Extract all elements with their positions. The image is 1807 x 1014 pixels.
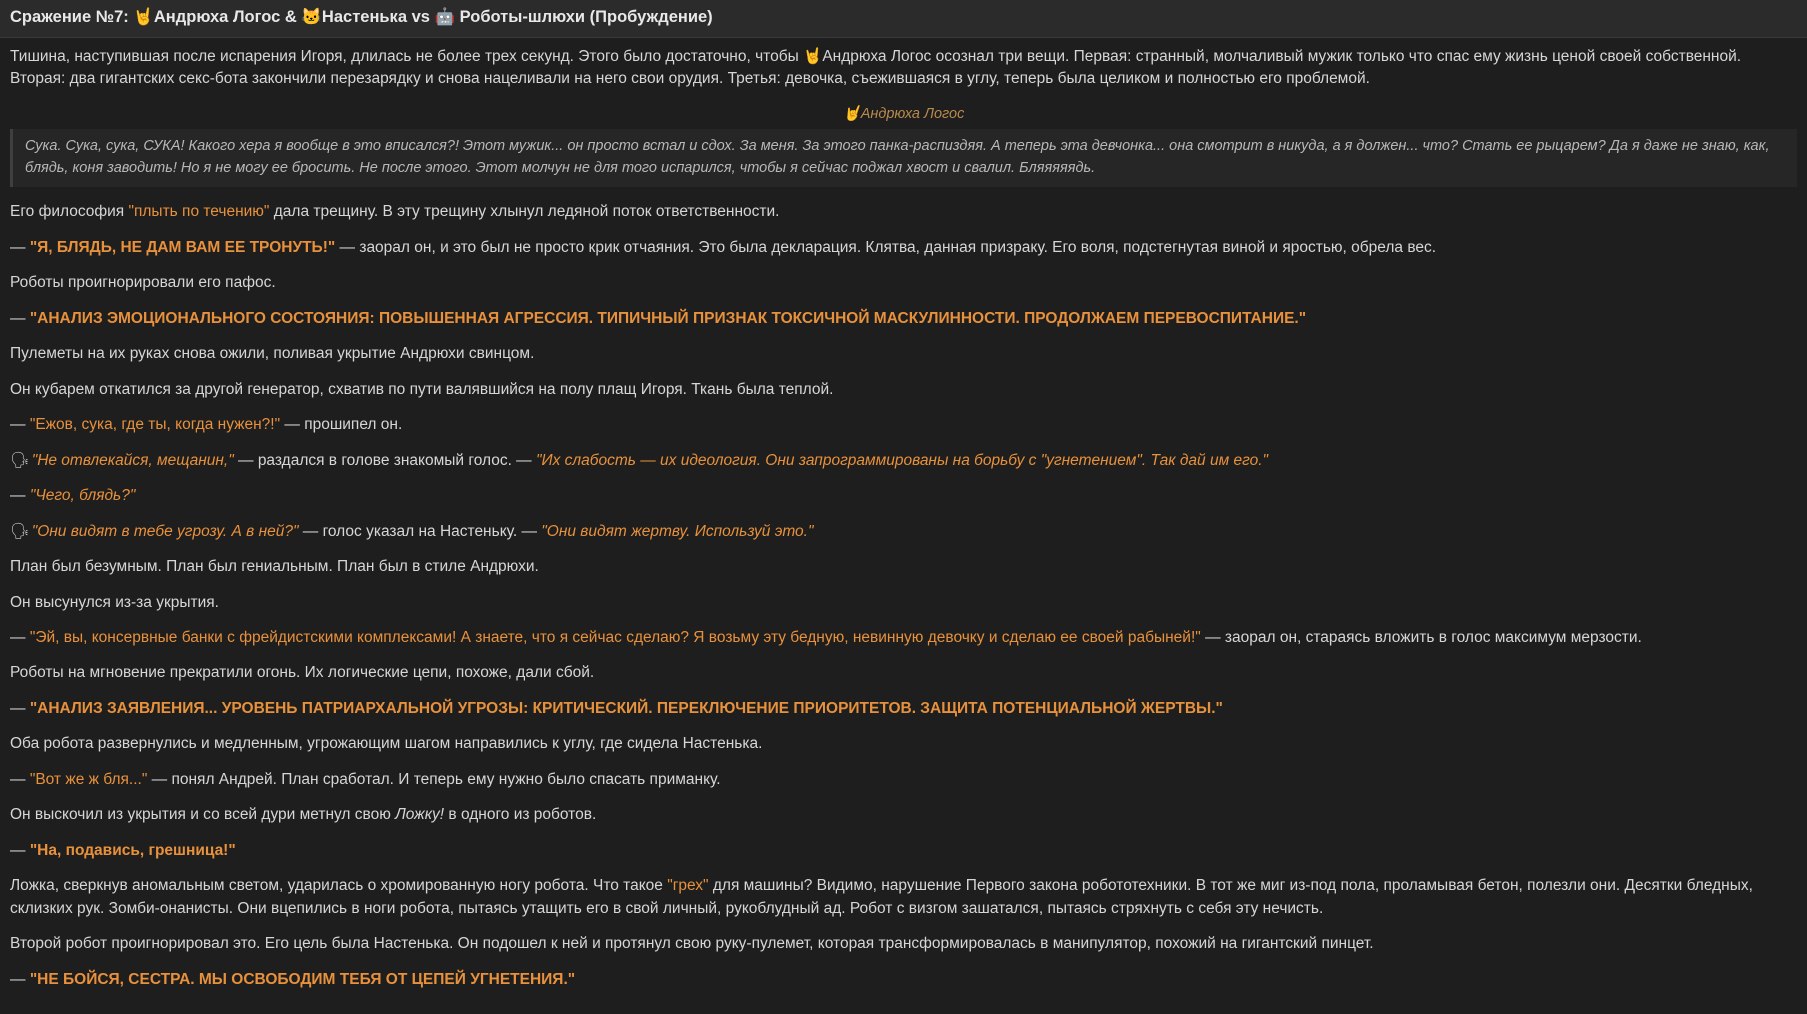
dialogue-line: "Я, БЛЯДЬ, НЕ ДАМ ВАМ ЕЕ ТРОНУТЬ!" — [29, 238, 336, 256]
dialogue-line: "Ежов, сука, где ты, когда нужен?!" — [29, 416, 281, 434]
paragraph-second-robot: Второй робот проигнорировал это. Его цель была Настенька. Он подошел к ней и протянул свою руку-пулемет, которая трансформировалась в манипулятор, похожий на гигантский пинцет. — [10, 935, 1374, 953]
dialogue-dash: — — [10, 970, 30, 988]
paragraph-machine-guns: Пулеметы на их руках снова ожили, поливая укрытие Андрюхи свинцом. — [10, 345, 535, 363]
dialogue-line: "АНАЛИЗ ЗАЯВЛЕНИЯ... УРОВЕНЬ ПАТРИАРХАЛЬНОЙ УГРОЗЫ: КРИТИЧЕСКИЙ. ПЕРЕКЛЮЧЕНИЕ ПРИОРИТЕТОВ. ЗАЩИТА ПОТЕНЦИАЛЬНОЙ ЖЕРТВЫ." — [29, 699, 1223, 717]
paragraph-plan: План был безумным. План был гениальным. План был в стиле Андрюхи. — [10, 558, 539, 576]
text-segment: — раздался в голове знакомый голос. — — [233, 451, 536, 469]
paragraph-voice-1 — [10, 450, 1797, 472]
text-segment: — понял Андрей. План сработал. И теперь ему нужно было спасать приманку. — [147, 770, 721, 788]
paragraph-what — [10, 485, 1797, 507]
text-segment: в одного из роботов. — [444, 806, 597, 824]
paragraph-realization — [10, 769, 1797, 791]
paragraph-zombies — [10, 875, 1797, 920]
paragraph-rolled-away: Он кубарем откатился за другой генератор, схватив по пути валявшийся на полу плащ Игоря. Ткань была теплой. — [10, 380, 834, 398]
quoted-phrase: "плыть по течению" — [128, 203, 270, 221]
paragraph-voice-2 — [10, 521, 1797, 543]
dialogue-line: "Чего, блядь?" — [29, 487, 136, 505]
paragraph-ceasefire: Роботы на мгновение прекратили огонь. Их логические цепи, похоже, дали сбой. — [10, 664, 595, 682]
speaking-head-icon: 🗣 — [10, 451, 30, 469]
text-segment: — заорал он, и это был не просто крик отчаяния. Это была декларация. Клятва, данная призраку. Его воля, подстегнутая виной и яростью, обрела вес. — [335, 238, 1437, 256]
paragraph-taunt — [10, 627, 1797, 649]
quoted-phrase: "грех" — [667, 877, 709, 895]
dialogue-dash: — — [10, 416, 30, 434]
paragraph-robot-analysis-1 — [10, 308, 1797, 330]
voice-quote: "Они видят жертву. Используй это." — [541, 522, 814, 540]
paragraph-declaration — [10, 237, 1797, 259]
paragraph-philosophy — [10, 201, 1797, 223]
paragraph-robot-final-line — [10, 969, 1797, 991]
dialogue-line: "Эй, вы, консервные банки с фрейдистскими комплексами! А знаете, что я сейчас сделаю? Я возьму эту бедную, невинную девочку и сделаю ее своей рабыней!" — [29, 629, 1201, 646]
text-segment: дала трещину. В эту трещину хлынул ледяной поток ответственности. — [269, 203, 780, 221]
text-segment: Его философия — [10, 203, 129, 221]
voice-quote: "Они видят в тебе угрозу. А в ней?" — [31, 522, 299, 540]
dialogue-dash: — — [10, 770, 30, 788]
dialogue-dash: — — [10, 487, 30, 505]
dialogue-dash: — — [10, 309, 30, 327]
dialogue-dash: — — [10, 699, 30, 717]
inner-monologue-quote: Сука. Сука, сука, СУКА! Какого хера я вообще в это вписался?! Этот мужик... он просто встал и сдох. За меня. За этого панка-распиздяя. А теперь эта девчонка... она смотрит в никуда, а я должен... что? Стать ее рыцарем? Да я даже не знаю, как, блядь, коня заводить! Но я не могу ее бросить. Не после этого. Этот молчун не для того испарился, чтобы я сейчас поджал хвост и свалил. Бляяяяядь. — [10, 129, 1797, 188]
story-content — [0, 38, 1807, 1014]
dialogue-line: "Вот же ж бля..." — [29, 770, 148, 788]
paragraph-spoon-throw — [10, 804, 1797, 826]
dialogue-dash: — — [10, 841, 30, 859]
dialogue-line: "НЕ БОЙСЯ, СЕСТРА. МЫ ОСВОБОДИМ ТЕБЯ ОТ ЦЕПЕЙ УГНЕТЕНИЯ." — [29, 970, 576, 988]
paragraph-leaned-out: Он высунулся из-за укрытия. — [10, 593, 219, 611]
paragraph-choke — [10, 840, 1797, 862]
voice-quote: "Не отвлекайся, мещанин," — [31, 451, 234, 469]
paragraph-robot-analysis-2 — [10, 698, 1797, 720]
paragraph-robots-turn: Оба робота развернулись и медленным, угрожающим шагом направились к углу, где сидела Настенька. — [10, 735, 763, 753]
text-segment: Ложка, сверкнув аномальным светом, ударилась о хромированную ногу робота. Что такое — [10, 877, 668, 895]
quote-speaker-label: 🤘Андрюха Логос — [842, 105, 965, 122]
dialogue-line: "АНАЛИЗ ЭМОЦИОНАЛЬНОГО СОСТОЯНИЯ: ПОВЫШЕННАЯ АГРЕССИЯ. ТИПИЧНЫЙ ПРИЗНАК ТОКСИЧНОЙ МАСКУЛИННОСТИ. ПРОДОЛЖАЕМ ПЕРЕВОСПИТАНИЕ." — [29, 309, 1307, 327]
voice-quote: "Их слабость — их идеология. Они запрограммированы на борьбу с "угнетением". Так дай им его." — [536, 451, 1269, 469]
text-segment: — голос указал на Настеньку. — — [298, 522, 542, 540]
text-segment: для машины? Видимо, нарушение Первого закона робототехники. В тот же миг из-под пола, проламывая бетон, полезли они. Десятки бледных, склизких рук. Зомби-онанисты. Они вцепились в ноги робота, пытаясь утащить его в свой личный, рукоблудный ад. Робот с визгом зашатался, пытаясь стряхнуть с себя эту нечисть. — [10, 877, 1753, 917]
text-segment: — заорал он, стараясь вложить в голос максимум мерзости. — [1200, 629, 1642, 646]
text-segment: — прошипел он. — [280, 416, 403, 434]
page-title: Сражение №7: 🤘Андрюха Логос & 🐱Настенька vs 🤖 Роботы-шлюхи (Пробуждение) — [0, 0, 1807, 38]
text-segment: Он выскочил из укрытия и со всей дури метнул свою — [10, 806, 396, 824]
paragraph-intro: Тишина, наступившая после испарения Игоря, длилась не более трех секунд. Этого было достаточно, чтобы 🤘Андрюха Логос осознал три вещи. Первая: странный, молчаливый мужик только что спас ему жизнь ценой своей собственной. Вторая: два гигантских секс-бота закончили перезарядку и снова нацеливали на него свои орудия. Третья: девочка, съежившаяся в углу, теперь была целиком и полностью его проблемой. — [10, 47, 1742, 88]
dialogue-line: "На, подавись, грешница!" — [29, 841, 236, 859]
paragraph-ezhov-call — [10, 414, 1797, 436]
dialogue-dash: — — [10, 238, 30, 256]
speaking-head-icon: 🗣 — [10, 522, 30, 540]
item-name: Ложку! — [395, 806, 445, 824]
dialogue-dash: — — [10, 629, 30, 646]
paragraph-robots-ignored: Роботы проигнорировали его пафос. — [10, 274, 276, 292]
